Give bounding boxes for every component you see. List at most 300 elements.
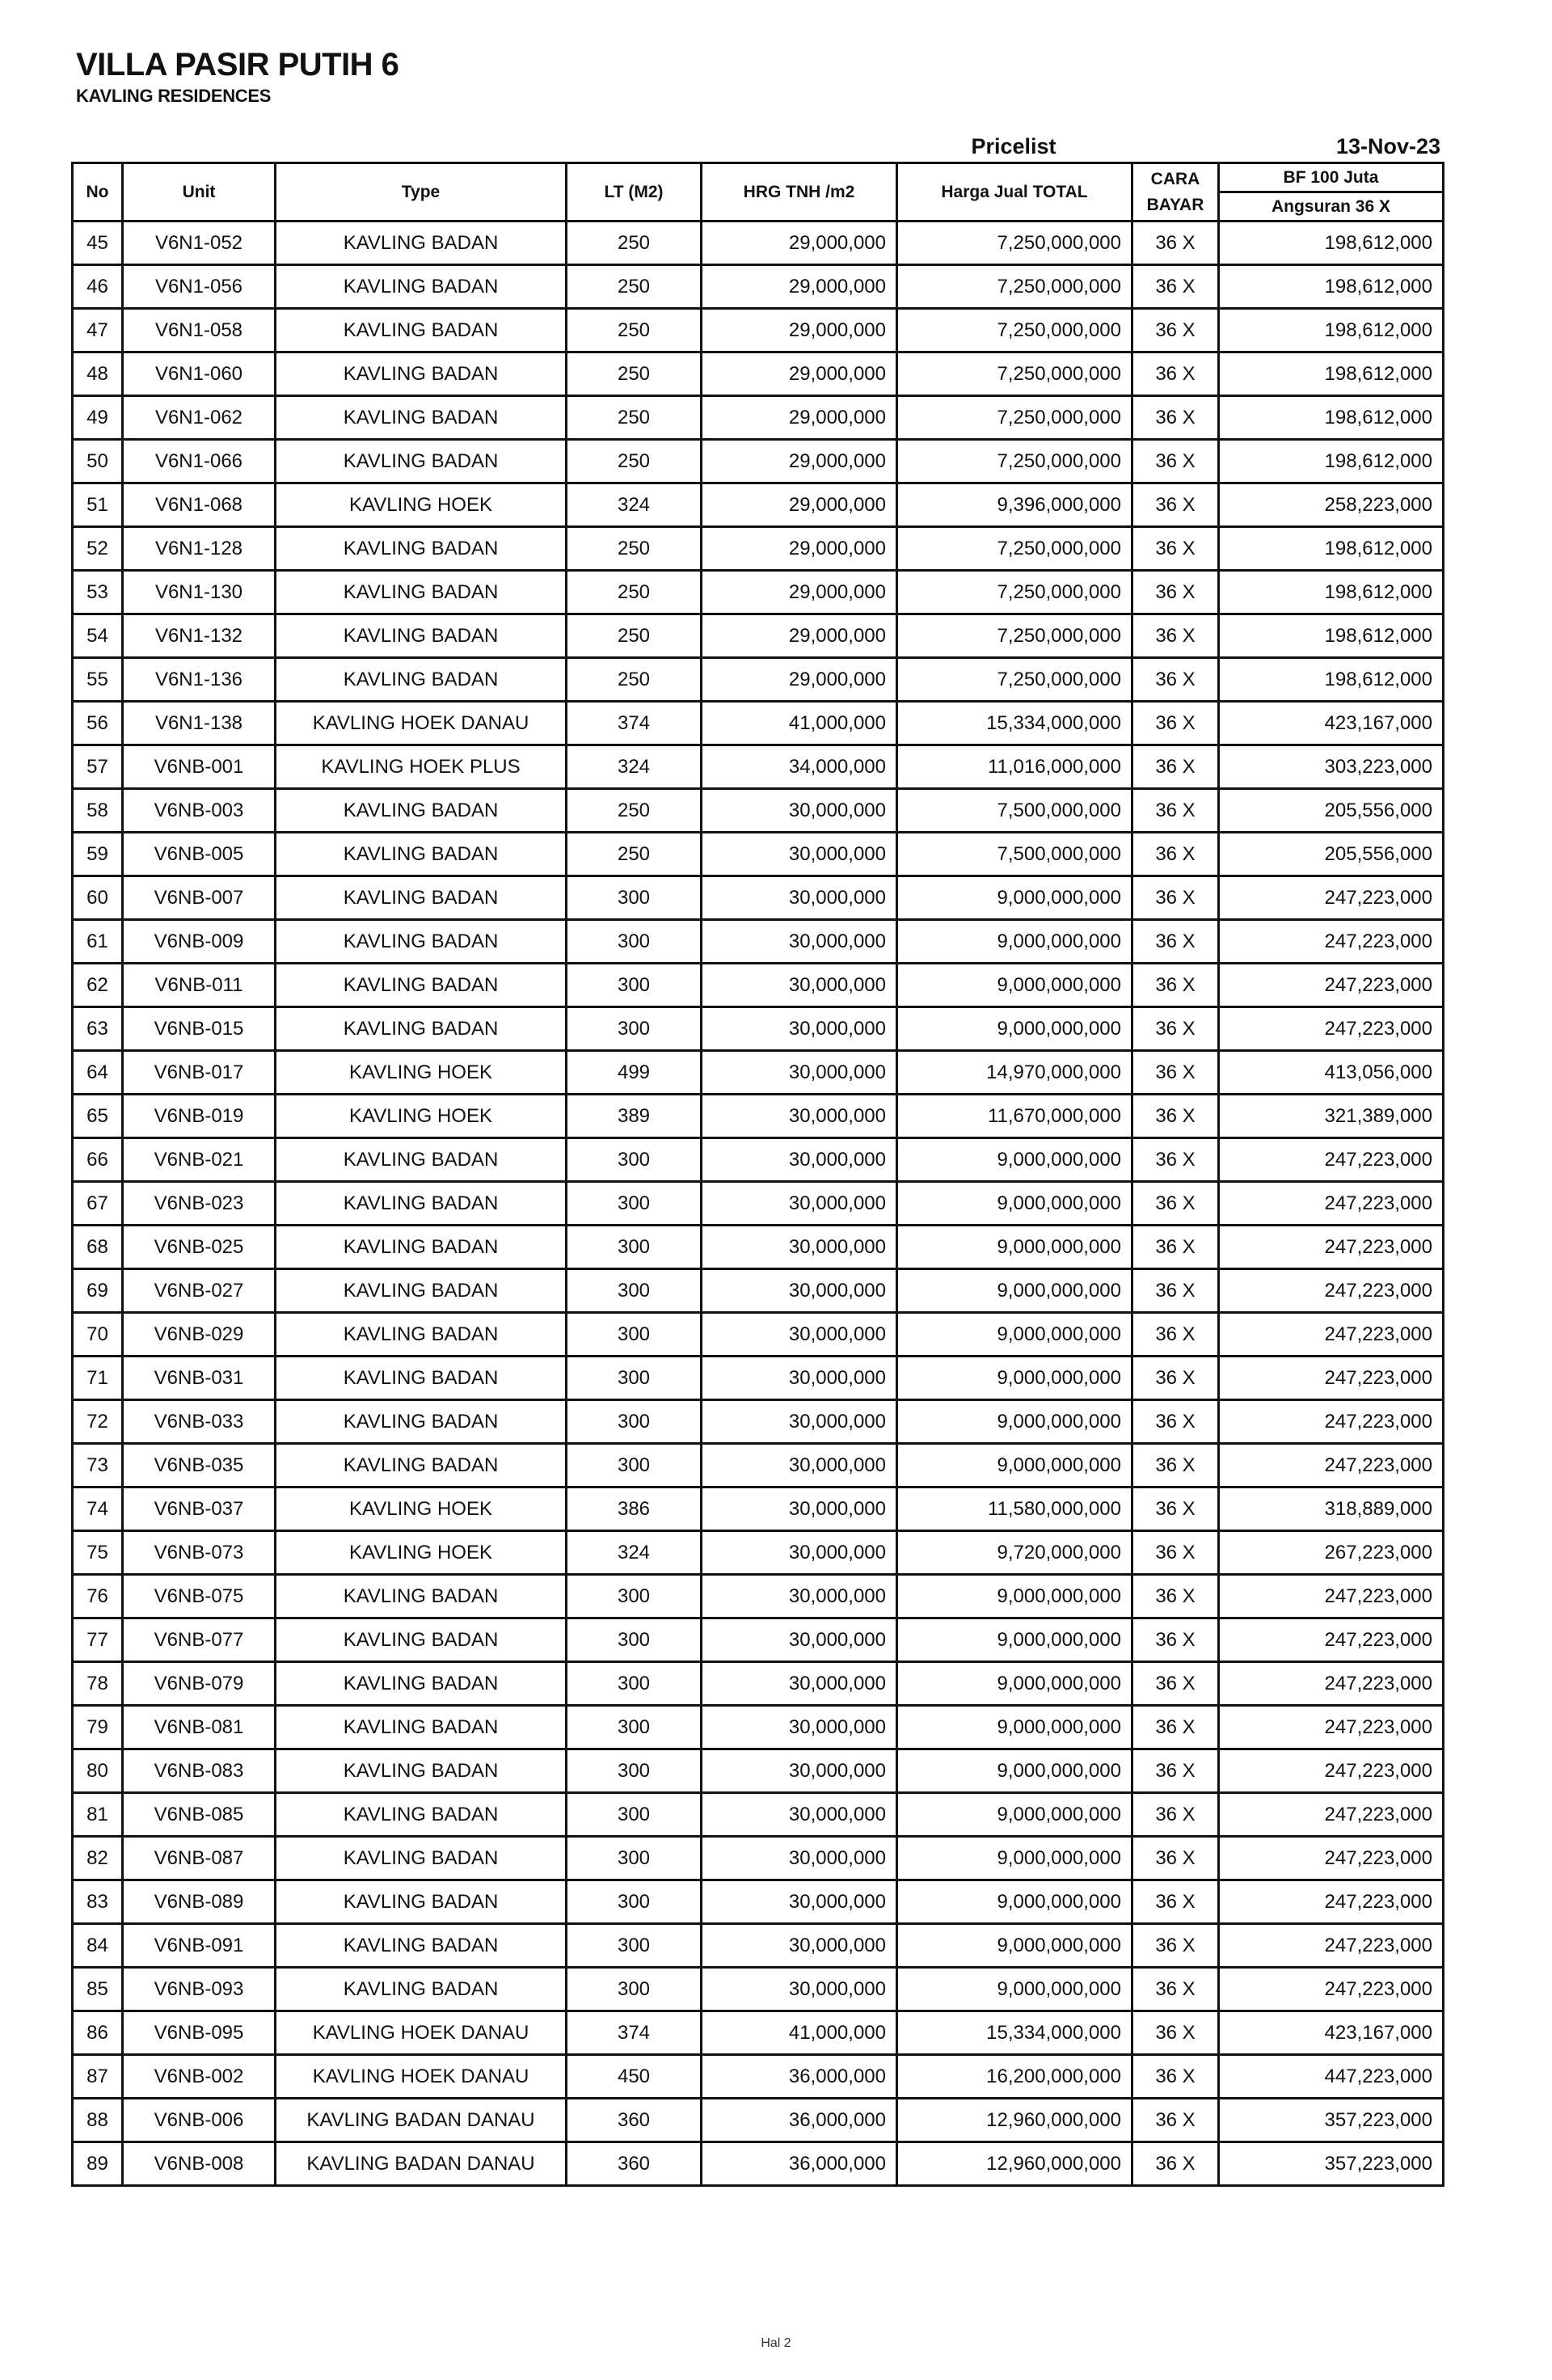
row-no: 65 [73, 1095, 123, 1138]
row-cara-bayar: 36 X [1132, 527, 1219, 571]
row-cara-bayar: 36 X [1132, 2142, 1219, 2186]
row-angsuran: 247,223,000 [1219, 1444, 1444, 1488]
row-hrg-tnh: 30,000,000 [702, 1924, 897, 1968]
row-cara-bayar: 36 X [1132, 352, 1219, 396]
row-harga-jual-total: 9,000,000,000 [897, 1313, 1132, 1357]
row-lt: 300 [567, 876, 702, 920]
row-type: KAVLING BADAN DANAU [276, 2142, 567, 2186]
row-cara-bayar: 36 X [1132, 1968, 1219, 2011]
row-cara-bayar: 36 X [1132, 2099, 1219, 2142]
row-no: 49 [73, 396, 123, 440]
row-hrg-tnh: 30,000,000 [702, 1138, 897, 1182]
header-lt: LT (M2) [567, 163, 702, 222]
row-type: KAVLING BADAN [276, 1269, 567, 1313]
row-harga-jual-total: 9,000,000,000 [897, 1968, 1132, 2011]
row-hrg-tnh: 30,000,000 [702, 1706, 897, 1749]
row-lt: 374 [567, 702, 702, 745]
table-row [73, 1444, 1444, 1488]
row-harga-jual-total: 9,000,000,000 [897, 1880, 1132, 1924]
table-row [73, 1837, 1444, 1880]
row-harga-jual-total: 9,000,000,000 [897, 1444, 1132, 1488]
row-hrg-tnh: 30,000,000 [702, 1880, 897, 1924]
row-unit: V6NB-011 [123, 964, 276, 1007]
row-harga-jual-total: 9,000,000,000 [897, 1662, 1132, 1706]
header-hrg-tnh: HRG TNH /m2 [702, 163, 897, 222]
row-lt: 300 [567, 1968, 702, 2011]
table-row [73, 614, 1444, 658]
table-row [73, 1749, 1444, 1793]
row-angsuran: 205,556,000 [1219, 833, 1444, 876]
row-unit: V6N1-052 [123, 222, 276, 265]
row-angsuran: 247,223,000 [1219, 1968, 1444, 2011]
row-angsuran: 198,612,000 [1219, 265, 1444, 309]
row-no: 66 [73, 1138, 123, 1182]
row-hrg-tnh: 30,000,000 [702, 1968, 897, 2011]
row-harga-jual-total: 9,000,000,000 [897, 920, 1132, 964]
row-type: KAVLING BADAN [276, 1357, 567, 1400]
row-harga-jual-total: 9,000,000,000 [897, 1357, 1132, 1400]
row-hrg-tnh: 29,000,000 [702, 527, 897, 571]
row-angsuran: 247,223,000 [1219, 1269, 1444, 1313]
row-no: 73 [73, 1444, 123, 1488]
row-unit: V6NB-035 [123, 1444, 276, 1488]
row-unit: V6N1-066 [123, 440, 276, 483]
row-type: KAVLING BADAN [276, 527, 567, 571]
row-type: KAVLING BADAN [276, 876, 567, 920]
row-harga-jual-total: 14,970,000,000 [897, 1051, 1132, 1095]
row-harga-jual-total: 9,000,000,000 [897, 1793, 1132, 1837]
row-angsuran: 247,223,000 [1219, 1313, 1444, 1357]
row-cara-bayar: 36 X [1132, 1226, 1219, 1269]
row-unit: V6NB-027 [123, 1269, 276, 1313]
row-no: 78 [73, 1662, 123, 1706]
row-angsuran: 247,223,000 [1219, 1182, 1444, 1226]
table-row [73, 1662, 1444, 1706]
row-no: 58 [73, 789, 123, 833]
row-cara-bayar: 36 X [1132, 1706, 1219, 1749]
row-lt: 324 [567, 1531, 702, 1575]
row-cara-bayar: 36 X [1132, 1880, 1219, 1924]
row-angsuran: 247,223,000 [1219, 1226, 1444, 1269]
row-cara-bayar: 36 X [1132, 1444, 1219, 1488]
table-row [73, 1706, 1444, 1749]
row-angsuran: 198,612,000 [1219, 527, 1444, 571]
row-type: KAVLING HOEK DANAU [276, 2011, 567, 2055]
row-angsuran: 198,612,000 [1219, 440, 1444, 483]
row-angsuran: 247,223,000 [1219, 876, 1444, 920]
row-hrg-tnh: 30,000,000 [702, 1400, 897, 1444]
row-no: 86 [73, 2011, 123, 2055]
row-no: 45 [73, 222, 123, 265]
row-cara-bayar: 36 X [1132, 1138, 1219, 1182]
row-lt: 300 [567, 1182, 702, 1226]
row-lt: 250 [567, 440, 702, 483]
row-no: 68 [73, 1226, 123, 1269]
row-cara-bayar: 36 X [1132, 1749, 1219, 1793]
row-no: 60 [73, 876, 123, 920]
row-cara-bayar: 36 X [1132, 876, 1219, 920]
row-cara-bayar: 36 X [1132, 1051, 1219, 1095]
row-harga-jual-total: 7,250,000,000 [897, 265, 1132, 309]
row-unit: V6NB-077 [123, 1618, 276, 1662]
row-cara-bayar: 36 X [1132, 1793, 1219, 1837]
table-row [73, 1400, 1444, 1444]
table-row [73, 1880, 1444, 1924]
row-cara-bayar: 36 X [1132, 265, 1219, 309]
row-unit: V6NB-087 [123, 1837, 276, 1880]
row-cara-bayar: 36 X [1132, 1313, 1219, 1357]
table-row [73, 1095, 1444, 1138]
row-angsuran: 321,389,000 [1219, 1095, 1444, 1138]
row-cara-bayar: 36 X [1132, 745, 1219, 789]
row-hrg-tnh: 34,000,000 [702, 745, 897, 789]
row-harga-jual-total: 7,250,000,000 [897, 396, 1132, 440]
row-unit: V6NB-089 [123, 1880, 276, 1924]
row-lt: 300 [567, 1138, 702, 1182]
row-harga-jual-total: 9,000,000,000 [897, 1749, 1132, 1793]
row-hrg-tnh: 30,000,000 [702, 1444, 897, 1488]
table-row [73, 1226, 1444, 1269]
row-unit: V6NB-037 [123, 1488, 276, 1531]
row-angsuran: 198,612,000 [1219, 396, 1444, 440]
row-angsuran: 205,556,000 [1219, 789, 1444, 833]
row-unit: V6NB-083 [123, 1749, 276, 1793]
row-harga-jual-total: 9,000,000,000 [897, 1226, 1132, 1269]
row-angsuran: 318,889,000 [1219, 1488, 1444, 1531]
table-row [73, 745, 1444, 789]
row-cara-bayar: 36 X [1132, 1531, 1219, 1575]
row-harga-jual-total: 9,000,000,000 [897, 964, 1132, 1007]
table-row [73, 1269, 1444, 1313]
row-lt: 250 [567, 527, 702, 571]
row-angsuran: 258,223,000 [1219, 483, 1444, 527]
row-type: KAVLING BADAN [276, 1313, 567, 1357]
row-lt: 360 [567, 2099, 702, 2142]
pricelist-table [71, 162, 1444, 2187]
row-unit: V6N1-132 [123, 614, 276, 658]
row-harga-jual-total: 9,000,000,000 [897, 1138, 1132, 1182]
row-lt: 300 [567, 1793, 702, 1837]
row-type: KAVLING BADAN [276, 440, 567, 483]
row-angsuran: 198,612,000 [1219, 571, 1444, 614]
row-hrg-tnh: 29,000,000 [702, 222, 897, 265]
row-type: KAVLING BADAN [276, 1749, 567, 1793]
row-no: 63 [73, 1007, 123, 1051]
row-type: KAVLING BADAN [276, 396, 567, 440]
row-hrg-tnh: 29,000,000 [702, 396, 897, 440]
row-type: KAVLING BADAN [276, 1618, 567, 1662]
row-lt: 300 [567, 1226, 702, 1269]
row-no: 57 [73, 745, 123, 789]
row-unit: V6NB-017 [123, 1051, 276, 1095]
row-type: KAVLING BADAN [276, 265, 567, 309]
row-type: KAVLING HOEK [276, 1488, 567, 1531]
row-cara-bayar: 36 X [1132, 964, 1219, 1007]
row-lt: 250 [567, 265, 702, 309]
header-harga-jual-total: Harga Jual TOTAL [897, 163, 1132, 222]
row-type: KAVLING BADAN [276, 964, 567, 1007]
row-lt: 300 [567, 1618, 702, 1662]
row-type: KAVLING BADAN [276, 1226, 567, 1269]
row-no: 77 [73, 1618, 123, 1662]
row-lt: 300 [567, 1400, 702, 1444]
table-row [73, 571, 1444, 614]
row-angsuran: 247,223,000 [1219, 1138, 1444, 1182]
row-harga-jual-total: 16,200,000,000 [897, 2055, 1132, 2099]
table-row [73, 658, 1444, 702]
row-no: 76 [73, 1575, 123, 1618]
row-hrg-tnh: 30,000,000 [702, 789, 897, 833]
row-harga-jual-total: 11,016,000,000 [897, 745, 1132, 789]
row-hrg-tnh: 29,000,000 [702, 571, 897, 614]
row-cara-bayar: 36 X [1132, 396, 1219, 440]
row-harga-jual-total: 9,000,000,000 [897, 1618, 1132, 1662]
row-unit: V6N1-062 [123, 396, 276, 440]
row-angsuran: 247,223,000 [1219, 1793, 1444, 1837]
row-no: 88 [73, 2099, 123, 2142]
row-unit: V6NB-081 [123, 1706, 276, 1749]
row-type: KAVLING BADAN [276, 352, 567, 396]
row-hrg-tnh: 30,000,000 [702, 1793, 897, 1837]
row-hrg-tnh: 30,000,000 [702, 1226, 897, 1269]
row-cara-bayar: 36 X [1132, 1837, 1219, 1880]
row-cara-bayar: 36 X [1132, 483, 1219, 527]
table-row [73, 1138, 1444, 1182]
row-lt: 300 [567, 1749, 702, 1793]
table-row [73, 1357, 1444, 1400]
row-harga-jual-total: 9,000,000,000 [897, 1400, 1132, 1444]
row-angsuran: 247,223,000 [1219, 1618, 1444, 1662]
row-angsuran: 247,223,000 [1219, 1007, 1444, 1051]
row-unit: V6NB-006 [123, 2099, 276, 2142]
row-lt: 300 [567, 1313, 702, 1357]
row-harga-jual-total: 9,000,000,000 [897, 1924, 1132, 1968]
row-no: 46 [73, 265, 123, 309]
row-unit: V6NB-025 [123, 1226, 276, 1269]
row-hrg-tnh: 30,000,000 [702, 1269, 897, 1313]
row-no: 51 [73, 483, 123, 527]
table-row [73, 1051, 1444, 1095]
table-row [73, 352, 1444, 396]
row-type: KAVLING BADAN [276, 1138, 567, 1182]
row-unit: V6N1-056 [123, 265, 276, 309]
row-unit: V6NB-015 [123, 1007, 276, 1051]
row-type: KAVLING BADAN [276, 920, 567, 964]
row-harga-jual-total: 7,500,000,000 [897, 833, 1132, 876]
row-harga-jual-total: 9,000,000,000 [897, 1575, 1132, 1618]
table-row [73, 2099, 1444, 2142]
row-no: 84 [73, 1924, 123, 1968]
row-hrg-tnh: 29,000,000 [702, 658, 897, 702]
table-row [73, 1488, 1444, 1531]
row-no: 67 [73, 1182, 123, 1226]
row-cara-bayar: 36 X [1132, 571, 1219, 614]
row-cara-bayar: 36 X [1132, 1269, 1219, 1313]
row-harga-jual-total: 7,500,000,000 [897, 789, 1132, 833]
table-row [73, 396, 1444, 440]
row-hrg-tnh: 36,000,000 [702, 2142, 897, 2186]
row-hrg-tnh: 30,000,000 [702, 1357, 897, 1400]
row-lt: 250 [567, 571, 702, 614]
header-unit: Unit [123, 163, 276, 222]
table-row [73, 1313, 1444, 1357]
row-unit: V6NB-095 [123, 2011, 276, 2055]
row-type: KAVLING BADAN [276, 309, 567, 352]
row-lt: 300 [567, 1662, 702, 1706]
table-row [73, 527, 1444, 571]
row-unit: V6N1-068 [123, 483, 276, 527]
row-harga-jual-total: 15,334,000,000 [897, 2011, 1132, 2055]
header-type: Type [276, 163, 567, 222]
row-unit: V6NB-007 [123, 876, 276, 920]
row-hrg-tnh: 30,000,000 [702, 1488, 897, 1531]
table-row [73, 1968, 1444, 2011]
row-no: 48 [73, 352, 123, 396]
row-no: 50 [73, 440, 123, 483]
row-lt: 389 [567, 1095, 702, 1138]
pricelist-label: Pricelist [971, 134, 1056, 158]
row-unit: V6NB-033 [123, 1400, 276, 1444]
row-angsuran: 247,223,000 [1219, 1924, 1444, 1968]
row-hrg-tnh: 30,000,000 [702, 1575, 897, 1618]
row-unit: V6NB-079 [123, 1662, 276, 1706]
row-type: KAVLING BADAN [276, 1968, 567, 2011]
row-type: KAVLING BADAN [276, 1007, 567, 1051]
row-angsuran: 303,223,000 [1219, 745, 1444, 789]
row-cara-bayar: 36 X [1132, 920, 1219, 964]
row-no: 89 [73, 2142, 123, 2186]
row-angsuran: 247,223,000 [1219, 1749, 1444, 1793]
row-angsuran: 267,223,000 [1219, 1531, 1444, 1575]
row-type: KAVLING HOEK [276, 1051, 567, 1095]
row-no: 62 [73, 964, 123, 1007]
row-no: 52 [73, 527, 123, 571]
row-lt: 324 [567, 483, 702, 527]
table-row [73, 702, 1444, 745]
row-no: 81 [73, 1793, 123, 1837]
row-cara-bayar: 36 X [1132, 2055, 1219, 2099]
row-angsuran: 247,223,000 [1219, 920, 1444, 964]
row-no: 47 [73, 309, 123, 352]
row-angsuran: 247,223,000 [1219, 1662, 1444, 1706]
row-no: 87 [73, 2055, 123, 2099]
row-harga-jual-total: 7,250,000,000 [897, 309, 1132, 352]
table-row [73, 2055, 1444, 2099]
row-harga-jual-total: 12,960,000,000 [897, 2099, 1132, 2142]
row-unit: V6NB-002 [123, 2055, 276, 2099]
header-bf: BF 100 Juta [1219, 163, 1444, 192]
row-unit: V6NB-005 [123, 833, 276, 876]
row-hrg-tnh: 29,000,000 [702, 265, 897, 309]
row-lt: 300 [567, 1444, 702, 1488]
row-unit: V6NB-029 [123, 1313, 276, 1357]
pricelist-date: 13-Nov-23 [1335, 134, 1440, 158]
row-unit: V6NB-023 [123, 1182, 276, 1226]
row-unit: V6NB-093 [123, 1968, 276, 2011]
row-unit: V6N1-128 [123, 527, 276, 571]
row-cara-bayar: 36 X [1132, 1357, 1219, 1400]
row-type: KAVLING HOEK DANAU [276, 2055, 567, 2099]
row-hrg-tnh: 29,000,000 [702, 309, 897, 352]
row-lt: 300 [567, 1706, 702, 1749]
table-row [73, 1007, 1444, 1051]
row-cara-bayar: 36 X [1132, 1400, 1219, 1444]
row-type: KAVLING BADAN [276, 1706, 567, 1749]
row-hrg-tnh: 30,000,000 [702, 1051, 897, 1095]
row-type: KAVLING BADAN [276, 1662, 567, 1706]
row-hrg-tnh: 30,000,000 [702, 920, 897, 964]
row-unit: V6N1-060 [123, 352, 276, 396]
row-lt: 250 [567, 309, 702, 352]
row-hrg-tnh: 30,000,000 [702, 833, 897, 876]
row-no: 56 [73, 702, 123, 745]
row-unit: V6NB-008 [123, 2142, 276, 2186]
row-harga-jual-total: 7,250,000,000 [897, 352, 1132, 396]
row-unit: V6NB-003 [123, 789, 276, 833]
row-unit: V6NB-075 [123, 1575, 276, 1618]
row-lt: 300 [567, 1924, 702, 1968]
row-no: 55 [73, 658, 123, 702]
row-unit: V6NB-001 [123, 745, 276, 789]
row-type: KAVLING BADAN [276, 789, 567, 833]
row-no: 59 [73, 833, 123, 876]
row-harga-jual-total: 9,396,000,000 [897, 483, 1132, 527]
table-row [73, 483, 1444, 527]
row-harga-jual-total: 11,670,000,000 [897, 1095, 1132, 1138]
row-lt: 300 [567, 1837, 702, 1880]
row-hrg-tnh: 36,000,000 [702, 2099, 897, 2142]
table-row [73, 1924, 1444, 1968]
row-hrg-tnh: 30,000,000 [702, 1618, 897, 1662]
row-type: KAVLING BADAN [276, 1182, 567, 1226]
row-hrg-tnh: 30,000,000 [702, 1007, 897, 1051]
row-lt: 250 [567, 352, 702, 396]
row-lt: 374 [567, 2011, 702, 2055]
row-angsuran: 357,223,000 [1219, 2099, 1444, 2142]
row-harga-jual-total: 7,250,000,000 [897, 571, 1132, 614]
row-unit: V6NB-009 [123, 920, 276, 964]
row-lt: 450 [567, 2055, 702, 2099]
row-type: KAVLING BADAN [276, 222, 567, 265]
row-no: 70 [73, 1313, 123, 1357]
row-angsuran: 247,223,000 [1219, 1706, 1444, 1749]
row-lt: 300 [567, 1575, 702, 1618]
row-harga-jual-total: 12,960,000,000 [897, 2142, 1132, 2186]
row-angsuran: 247,223,000 [1219, 964, 1444, 1007]
row-angsuran: 247,223,000 [1219, 1575, 1444, 1618]
row-angsuran: 198,612,000 [1219, 614, 1444, 658]
row-no: 72 [73, 1400, 123, 1444]
table-row [73, 1618, 1444, 1662]
table-row [73, 1531, 1444, 1575]
row-no: 64 [73, 1051, 123, 1095]
table-row [73, 1793, 1444, 1837]
row-angsuran: 357,223,000 [1219, 2142, 1444, 2186]
row-hrg-tnh: 29,000,000 [702, 352, 897, 396]
row-no: 82 [73, 1837, 123, 1880]
row-cara-bayar: 36 X [1132, 1618, 1219, 1662]
row-type: KAVLING BADAN [276, 571, 567, 614]
row-unit: V6N1-130 [123, 571, 276, 614]
row-no: 85 [73, 1968, 123, 2011]
row-harga-jual-total: 11,580,000,000 [897, 1488, 1132, 1531]
row-angsuran: 247,223,000 [1219, 1400, 1444, 1444]
table-row [73, 1575, 1444, 1618]
header-no: No [73, 163, 123, 222]
row-hrg-tnh: 29,000,000 [702, 440, 897, 483]
row-type: KAVLING HOEK [276, 483, 567, 527]
row-type: KAVLING HOEK DANAU [276, 702, 567, 745]
